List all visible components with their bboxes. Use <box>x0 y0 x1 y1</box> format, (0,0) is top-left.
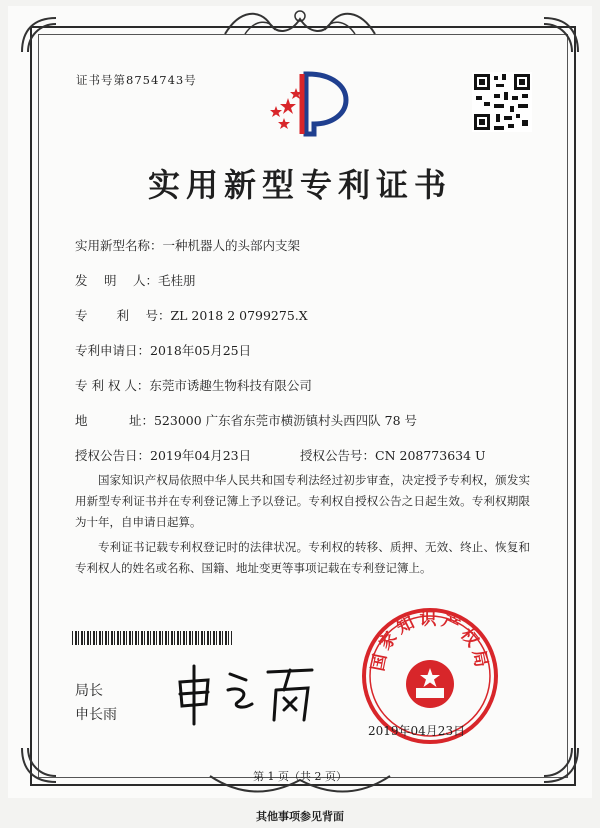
field-label: 专 利 权 人： <box>75 378 150 393</box>
field-label: 发 明 人： <box>75 273 158 288</box>
field-value: 2018年05月25日 <box>150 343 252 358</box>
corner-ornament-top-left <box>18 14 60 56</box>
field-value: CN 208773634 U <box>375 448 486 463</box>
barcode <box>72 631 232 645</box>
certificate-title: 实用新型专利证书 <box>147 166 452 204</box>
field-announcement-date <box>75 446 251 464</box>
field-value: 东莞市诱趣生物科技有限公司 <box>149 378 312 393</box>
seal-date: 2019年04月23日 <box>368 724 466 738</box>
field-value: 毛桂朋 <box>157 273 196 288</box>
field-inventor <box>75 271 195 289</box>
field-label: 专利申请日： <box>75 343 151 358</box>
field-patentee <box>75 376 312 394</box>
signatory-name: 申长雨 <box>75 707 117 723</box>
certificate-number: 证书号第8754743号 <box>76 73 197 87</box>
field-value: 一种机器人的头部内支架 <box>162 238 301 253</box>
signatory-title: 局长 <box>75 683 103 699</box>
cnipa-logo <box>262 68 352 138</box>
body-paragraph-2: 专利证书记载专利权登记时的法律状况。专利权的转移、质押、无效、终止、恢复和专利权人的姓名或名称、国籍、地址变更等事项记载在专利登记簿上。 <box>75 540 530 575</box>
field-utility-model-name <box>75 236 300 254</box>
qr-code <box>472 72 532 132</box>
seal-text: 国家知识产权局 <box>368 609 492 673</box>
body-paragraph-1: 国家知识产权局依照中华人民共和国专利法经过初步审查，决定授予专利权，颁发实用新型专利证书并在专利登记簿上予以登记。专利权自授权公告之日起生效。专利权期限为十年，自申请日起算。 <box>75 473 530 529</box>
page-indicator: 第 1 页（共 2 页） <box>253 770 347 783</box>
field-label: 授权公告日： <box>75 448 151 463</box>
handwritten-signature <box>172 660 322 730</box>
field-label: 地 址： <box>75 413 154 428</box>
field-address <box>75 411 417 429</box>
field-label: 授权公告号： <box>300 448 376 463</box>
top-ornament <box>215 4 385 44</box>
field-announcement-number <box>300 446 486 464</box>
field-application-date <box>75 341 251 359</box>
field-label: 实用新型名称： <box>75 238 163 253</box>
field-patent-number <box>75 306 308 324</box>
field-value: ZL 2018 2 0799275.X <box>170 308 308 323</box>
corner-ornament-top-right <box>540 14 582 56</box>
field-label: 专 利 号： <box>75 308 171 323</box>
back-note: 其他事项参见背面 <box>256 810 344 823</box>
field-value: 523000 广东省东莞市横沥镇村头西四队 78 号 <box>153 413 418 428</box>
field-value: 2019年04月23日 <box>150 448 252 463</box>
